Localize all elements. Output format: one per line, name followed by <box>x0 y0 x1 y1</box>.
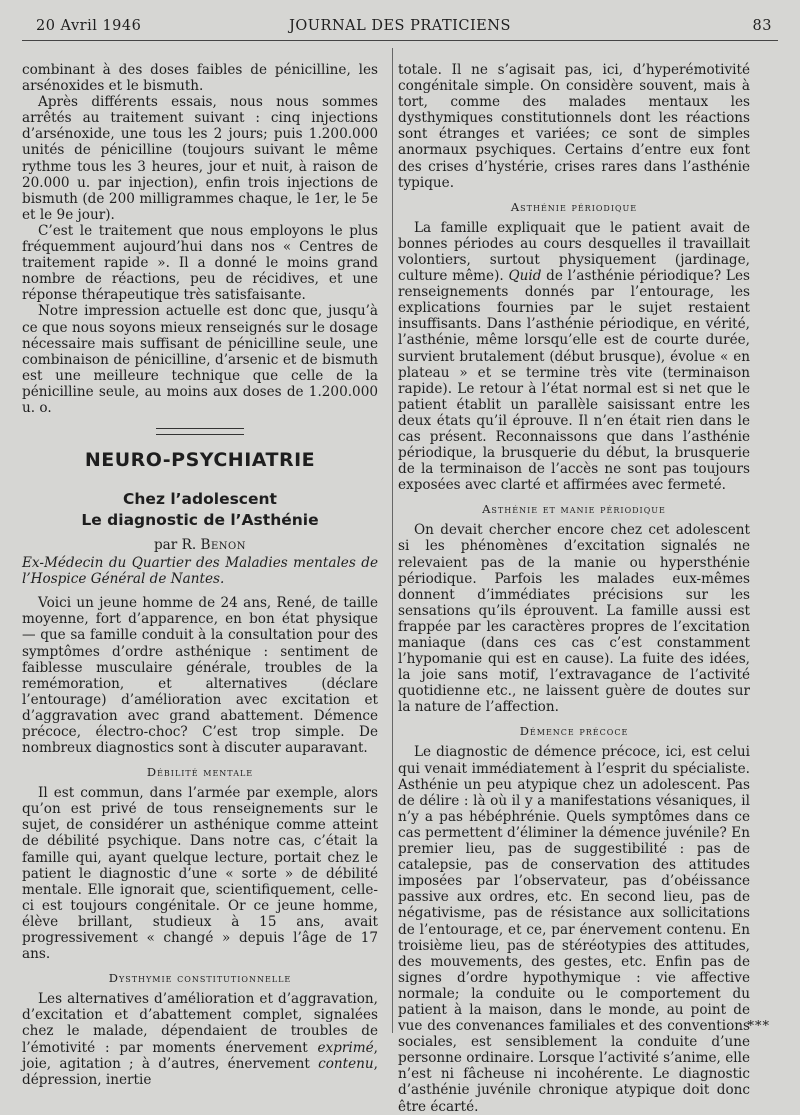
author-name: Benon <box>200 537 246 554</box>
paragraph: combinant à des doses faibles de pénicilline, les arsénoxides et le bismuth. <box>22 62 378 95</box>
article-title-line: Chez l’adolescent <box>123 490 277 509</box>
byline <box>22 537 378 553</box>
text-run: La famille expliquait que le patient avait de bonnes périodes au cours desquelles il travaillait volontiers, surtout physiquement (jardinage, culture même). <box>398 219 750 285</box>
article-title-line: Le diagnostic de l’Asthénie <box>81 511 319 530</box>
paragraph: On devait chercher encore chez cet adolescent si les phénomènes d’excitation signalés ne relevaient pas de la manie ou hypersthénie périodique. Parfois les malades eux-mêmes donnent d’immédiates précisions sur les sensations qu’ils éprouvent. La famille aussi est frappée par les caractères propres de l’excitation maniaque (dans ces cas c’est constamment l’hypomanie qui est en cause). La fuite des idées, la joie sans motif, l’extravagance de l’activité quotidienne etc., ne laissent guère de doutes sur la nature de l’affection. <box>398 522 750 716</box>
paragraph <box>22 991 378 1088</box>
text-run: de l’asthénie périodique? Les renseignements donnés par l’entourage, les explications fournies par le sujet restaient insuffisants. Dans l’asthénie périodique, en vérité, l’asthénie, même lorsqu’elle est de courte durée, survient brutalement (début brusque), évolue « en plateau » et se termine très vite (terminaison rapide). Le retour à l’état normal est si net que le patient établit un parallèle saisissant entre les deux états qu’il éprouve. Il n’en était rien dans le cas présent. Reconnaissons que dans l’asthénie périodique, la brusquerie du début, la brusquerie de la terminaison de l’accès ne sont pas toujours exposées avec clarté et affirmées avec fermeté. <box>398 268 750 494</box>
emphasis: exprimé <box>317 1039 374 1056</box>
section-separator <box>156 428 244 435</box>
paragraph: Après différents essais, nous nous sommes arrêtés au traitement suivant : cinq injections d’arsénoxide, une tous les 2 jours; puis 1.200.000 unités de pénicilline (toujours suivant le même rythme tous les 3 heures, jour et nuit, à raison de 20.000 u. par injection), enfin trois injections de bismuth (de 200 milligrammes chaque, le 1er, le 5e et le 9e jour). <box>22 94 378 223</box>
paragraph: C’est le traitement que nous employons le plus fréquemment aujourd’hui dans nos « Centres de traitement rapide ». Il a donné le moins grand nombre de réactions, peu de récidives, et une réponse thérapeutique très satisfaisante. <box>22 222 378 304</box>
paragraph: Notre impression actuelle est donc que, jusqu’à ce que nous soyons mieux renseignés sur le dosage nécessaire mais suffisant de pénicilline seule, une combinaison de pénicilline, d’arsenic et de bismuth est une meilleure technique que celle de la pénicilline seule, au moins aux doses de 1.200.000 u. o. <box>22 303 378 416</box>
journal-title: JOURNAL DES PRATICIENS <box>289 18 511 34</box>
section-heading: Débilité mentale <box>146 765 254 780</box>
article-title <box>22 489 378 531</box>
paragraph <box>398 220 750 494</box>
paragraph: Voici un jeune homme de 24 ans, René, de taille moyenne, fort d’apparence, en bon état physique — que sa famille conduit à la consultation pour des symptômes d’ordre asthénique : sentiment de faiblesse musculaire générale, troubles de la remémoration, et alternatives (déclare l’entourage) d’amélioration avec excitation et d’aggravation avec grand abattement. Démence précoce, électro-choc? C’est trop simple. De nombreux diagnostics sont à discuter auparavant. <box>22 595 378 757</box>
section-heading: Asthénie et manie périodique <box>482 502 666 517</box>
left-column <box>22 62 378 1088</box>
right-column <box>398 62 750 1115</box>
section-heading: Asthénie périodique <box>510 199 638 214</box>
emphasis: Quid <box>508 268 542 285</box>
running-header <box>22 14 778 41</box>
rubric-heading: NEURO-PSYCHIATRIE <box>84 449 316 472</box>
paragraph: Il est commun, dans l’armée par exemple, alors qu’on est privé de tous renseignements sur le sujet, de considérer un asthénique comme atteint de débilité psychique. Dans notre cas, c’était la famille qui, ayant quelque lecture, portait chez le patient le diagnostic d’une « sorte » de débilité mentale. Elle ignorait que, scientifiquement, celle-ci est toujours congénitale. Or ce jeune homme, élève brillant, studieux à 15 ans, avait progressivement « changé » depuis l’âge de 17 ans. <box>22 785 378 963</box>
issue-date: 20 Avril 1946 <box>36 18 142 34</box>
text-run: Les alternatives d’amélioration et d’aggravation, d’excitation et d’abattement complet, signalées chez le malade, dépendaient de troubles de l’émotivité : par moments énervement <box>22 991 378 1056</box>
section-heading: Démence précoce <box>519 724 629 739</box>
page-number: 83 <box>752 18 772 34</box>
column-divider <box>392 48 393 1033</box>
byline-prefix: par R. <box>153 537 197 554</box>
emphasis: contenu <box>318 1055 374 1072</box>
end-mark: *** <box>747 1019 770 1034</box>
author-affiliation: Ex-Médecin du Quartier des Maladies mentales de l’Hospice Général de Nantes. <box>22 555 378 588</box>
paragraph: totale. Il ne s’agisait pas, ici, d’hyperémotivité congénitale simple. On considère souvent, mais à tort, comme des malades mentaux les dysthymiques constitutionnels dont les réactions sont étranges et variées; ce sont de simples anormaux psychiques. Certains d’entre eux font des crises d’hystérie, crises rares dans l’asthénie typique. <box>398 62 750 191</box>
section-heading: Dysthymie constitutionnelle <box>108 971 292 986</box>
text-run: , dépression, inertie <box>22 1055 378 1088</box>
paragraph: Le diagnostic de démence précoce, ici, est celui qui venait immédiatement à l’esprit du spécialiste. Asthénie un peu atypique chez un adolescent. Pas de délire : là où il y a manifestations vésaniques, il n’y a pas hébéphrénie. Quels symptômes dans ce cas permettent d’éliminer la démence juvénile? En premier lieu, pas de suggestibilité : pas de catalepsie, pas de conservation des attitudes imposées par l’observateur, pas d’obéissance passive aux ordres, etc. En second lieu, pas de négativisme, pas de résistance aux sollicitations de l’entourage, et ce, par énervement contenu. En troisième lieu, pas de stéréotypies des attitudes, des mouvements, des gestes, etc. Enfin pas de signes d’ordre hypothymique : vie affective normale; la conduite ou le comportement du patient à la maison, dans le monde, au point de vue des convenances familiales et des conventions sociales, est sensiblement la conduite d’une personne ordinaire. Lorsque l’activité s’anime, elle n’est ni fâcheuse ni incohérente. Le diagnostic d’asthénie juvénile chronique atypique doit donc être écarté. <box>398 744 750 1115</box>
text-run: , joie, agitation ; à d’autres, énervement <box>22 1039 378 1072</box>
